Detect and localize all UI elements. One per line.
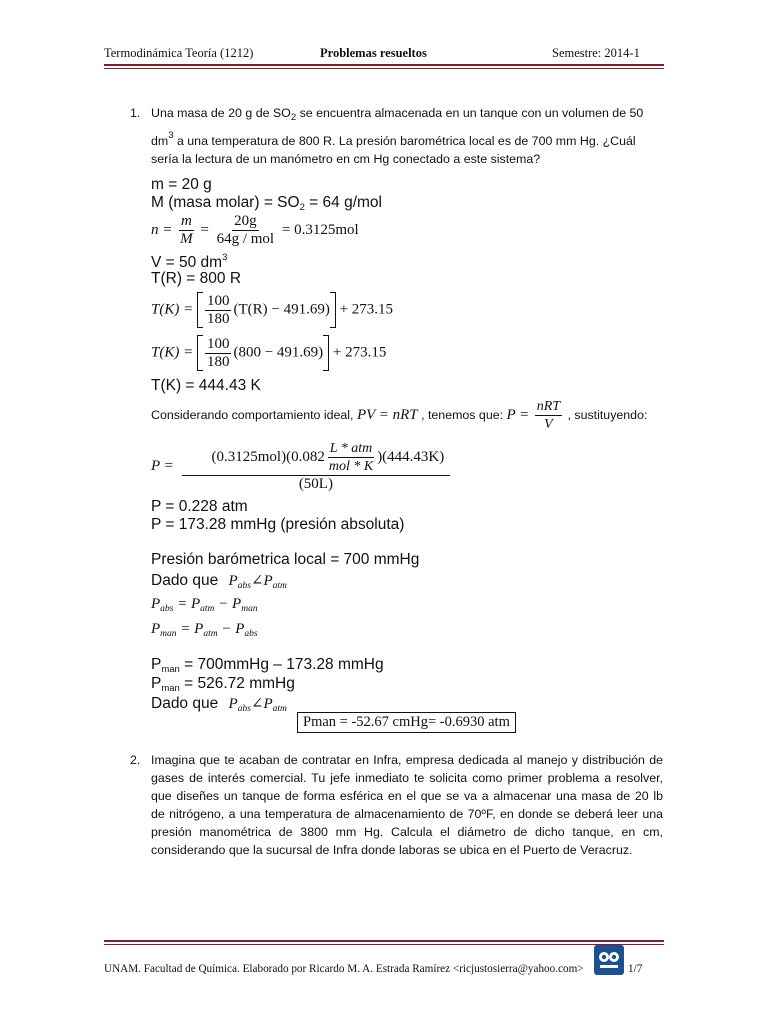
ideal-gas-line: Considerando comportamiento ideal, PV = nRT , tenemos que: P = $\frac{\text{nRT}}{V}$ , sustituyendo: xyxy=(151,399,648,432)
header-semester: Semestre: 2014-1 xyxy=(552,46,640,60)
pressure-substitution: P = (0.3125mol)(0.082 $\frac{\text{L * atm}}{\text{mol * K}}$ )(444.43K) (50L) xyxy=(151,440,452,493)
final-result-box: Pman = -52.67 cmHg= -0.6930 atm xyxy=(297,712,516,733)
footer-rule xyxy=(104,940,664,945)
header-course: Termodinámica Teoría (1212) xyxy=(104,46,254,60)
temp-kelvin-result: T(K) = 444.43 K xyxy=(151,377,261,394)
abs-pressure-equation: $P_{abs} = P_{atm} - P_{man}$ xyxy=(151,596,258,614)
molar-mass-line: M (masa molar) = $SO_2 = 64$ g/mol xyxy=(151,194,382,213)
problem-2-text: Imagina que te acaban de contratar en Infra, empresa dedicada al manejo y distribución de gases de interés comercial. Tu jefe inmediato te solicita como primer problema a resolver, que diseñes un tanque de forma esférica en el que se va a almacenar una masa de 20 lb de nitrógeno, a una temperatura de almacenamiento de 70ºF, en donde se deberá leer una presión manométrica de 3800 mm Hg. Calcula el diámetro de dicho tanque, en cm, considerando que la sucursal de Infra donde laboras se ubica en el Puerto de Veracruz. xyxy=(151,753,663,857)
header-title: Problemas resueltos xyxy=(320,46,427,60)
problem-1-text: Una masa de 20 g de $SO_2$ se encuentra almacenada en un tanque con un volumen de 50 $dm^3$ a una temperatura de 800 R. La presión barométrica local es de 700 mm Hg. ¿Cuál sería la lectura de un manómetro en cm Hg conectado a este sistema? xyxy=(151,106,644,166)
barometric-pressure-line: Presión barómetrica local = 700 mmHg xyxy=(151,551,420,568)
given-condition-2: Dado que $P_{abs}\angle P_{atm}$ xyxy=(151,695,287,714)
header-rule xyxy=(104,64,664,69)
pman-subtraction: $P_{man}$ = 700mmHg – 173.28 mmHg xyxy=(151,656,384,675)
man-pressure-equation: $P_{man} = P_{atm} - P_{abs}$ xyxy=(151,621,258,639)
faculty-logo-icon xyxy=(594,945,624,975)
given-condition-1: Dado que $P_{abs}\angle P_{atm}$ xyxy=(151,572,287,591)
footer-credit: UNAM. Facultad de Química. Elaborado por Ricardo M. A. Estrada Ramírez <ricjustosierra@yahoo.com> xyxy=(104,963,584,975)
page-number: 1/7 xyxy=(628,963,643,975)
problem-1-number: 1. xyxy=(130,106,141,120)
problem-2-number: 2. xyxy=(130,753,141,767)
temp-kelvin-formula: T(K) = $\frac{100}{180}$ (T(R) − 491.69) + 273.15 xyxy=(151,292,394,327)
mass-line: m = 20 g xyxy=(151,176,212,193)
moles-equation: n = $\frac{m}{M}$ = $\frac{20g}{\text{64g / mol}}$ = 0.3125mol xyxy=(151,213,359,247)
pressure-atm-result: P = 0.228 atm xyxy=(151,498,248,515)
pman-result-mmhg: $P_{man} = 526.72$ mmHg xyxy=(151,675,295,694)
temp-rankine-line: T(R) = 800 R xyxy=(151,270,242,287)
pressure-mmhg-result: P = 173.28 mmHg (presión absoluta) xyxy=(151,516,405,533)
temp-kelvin-substituted: T(K) = $\frac{100}{180}$ (800 − 491.69) + 273.15 xyxy=(151,335,387,370)
volume-line: V = 50 $dm^3$ xyxy=(151,252,228,271)
